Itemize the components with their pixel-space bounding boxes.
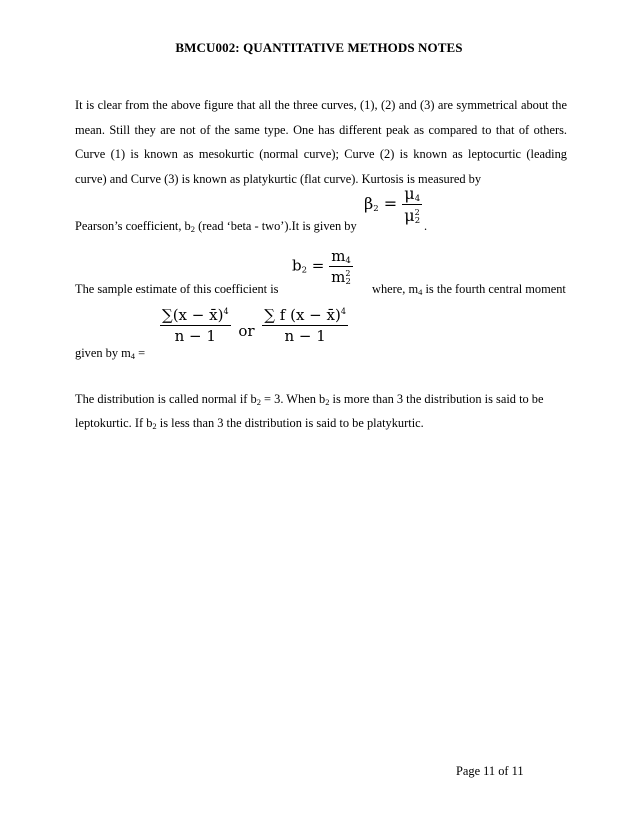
- b2-den-sup: 2: [345, 269, 351, 278]
- given-by-prefix: given by m: [75, 346, 131, 360]
- beta-lhs-sub: 2: [373, 204, 379, 214]
- b2-lhs: b: [292, 256, 302, 275]
- paragraph-kurtosis-intro: It is clear from the above figure that all the three curves, (1), (2) and (3) are symmetrical about the mean. Still they are not of the same type. One has different peak as compared to that of others. Curve (1) is known as mesokurtic (normal curve); Curve (2) is known as leptocurtic (leading curve) and Curve (3) is known as platykurtic (flat curve). Kurtosis is measured by: [75, 98, 567, 186]
- m4-or: or: [238, 321, 255, 340]
- pearson-line: [75, 219, 357, 234]
- b2-fraction: [329, 247, 353, 286]
- m4-num1: ∑(x − x̄): [162, 306, 224, 324]
- pearson-sub: 2: [190, 224, 195, 234]
- formula-beta2: [364, 184, 422, 225]
- pearson-end: .: [424, 219, 428, 233]
- b2-num-sub: 4: [345, 256, 351, 266]
- sample-estimate-text: The sample estimate of this coefficient is: [75, 282, 279, 296]
- b2-num: m: [331, 247, 346, 265]
- beta-den: μ: [404, 206, 415, 225]
- where-prefix: where, m: [372, 282, 419, 296]
- p3-sub2: 2: [325, 397, 330, 407]
- b2-den-sub: 2: [345, 277, 351, 287]
- given-by-suffix: =: [135, 346, 146, 360]
- p3-a: The distribution is called normal if b: [75, 392, 257, 406]
- m4-den2: n − 1: [284, 327, 326, 345]
- paragraph-normal-line2: [75, 416, 424, 431]
- b2-eq: =: [307, 256, 330, 275]
- formula-b2: [292, 247, 353, 286]
- beta-fraction: [402, 184, 422, 225]
- beta-den-sup: 2: [414, 208, 420, 217]
- m4-fraction-2: [262, 306, 348, 345]
- p3-b: = 3. When b: [260, 392, 326, 406]
- b2-lhs-sub: 2: [301, 265, 308, 276]
- m4-den1: n − 1: [174, 327, 216, 345]
- p3-c: is more than 3 the distribution is said to be: [329, 392, 544, 406]
- paragraph-normal-line1: [75, 392, 544, 407]
- b2-den: m: [331, 268, 346, 286]
- beta-den-sub: 2: [414, 216, 421, 226]
- p3-sub1: 2: [256, 397, 261, 407]
- pearson-suffix: (read ‘beta - two’).It is given by: [194, 219, 357, 233]
- page-header: BMCU002: QUANTITATIVE METHODS NOTES: [175, 40, 463, 55]
- m4-num1-sup: 4: [223, 307, 229, 316]
- page-number: Page 11 of 11: [456, 764, 524, 778]
- pearson-prefix: Pearson’s coefficient, b: [75, 219, 191, 233]
- p3-d: leptokurtic. If b: [75, 416, 153, 430]
- beta-lhs: β: [364, 194, 374, 213]
- m4-fraction-1: [160, 306, 231, 345]
- beta-num-sub: 4: [414, 194, 421, 204]
- beta-eq: =: [378, 194, 403, 213]
- beta-num: μ: [404, 184, 415, 203]
- p3-sub3: 2: [152, 421, 157, 431]
- where-text: [372, 282, 566, 297]
- m4-num2-sup: 4: [340, 307, 346, 316]
- formula-m4: [160, 306, 348, 345]
- where-suffix: is the fourth central moment: [422, 282, 566, 296]
- p3-e: is less than 3 the distribution is said to be platykurtic.: [156, 416, 424, 430]
- given-by-sub: 4: [130, 351, 136, 361]
- m4-num2: ∑ f (x − x̄): [264, 306, 341, 324]
- given-by-line: [75, 346, 145, 361]
- where-sub: 4: [418, 287, 423, 297]
